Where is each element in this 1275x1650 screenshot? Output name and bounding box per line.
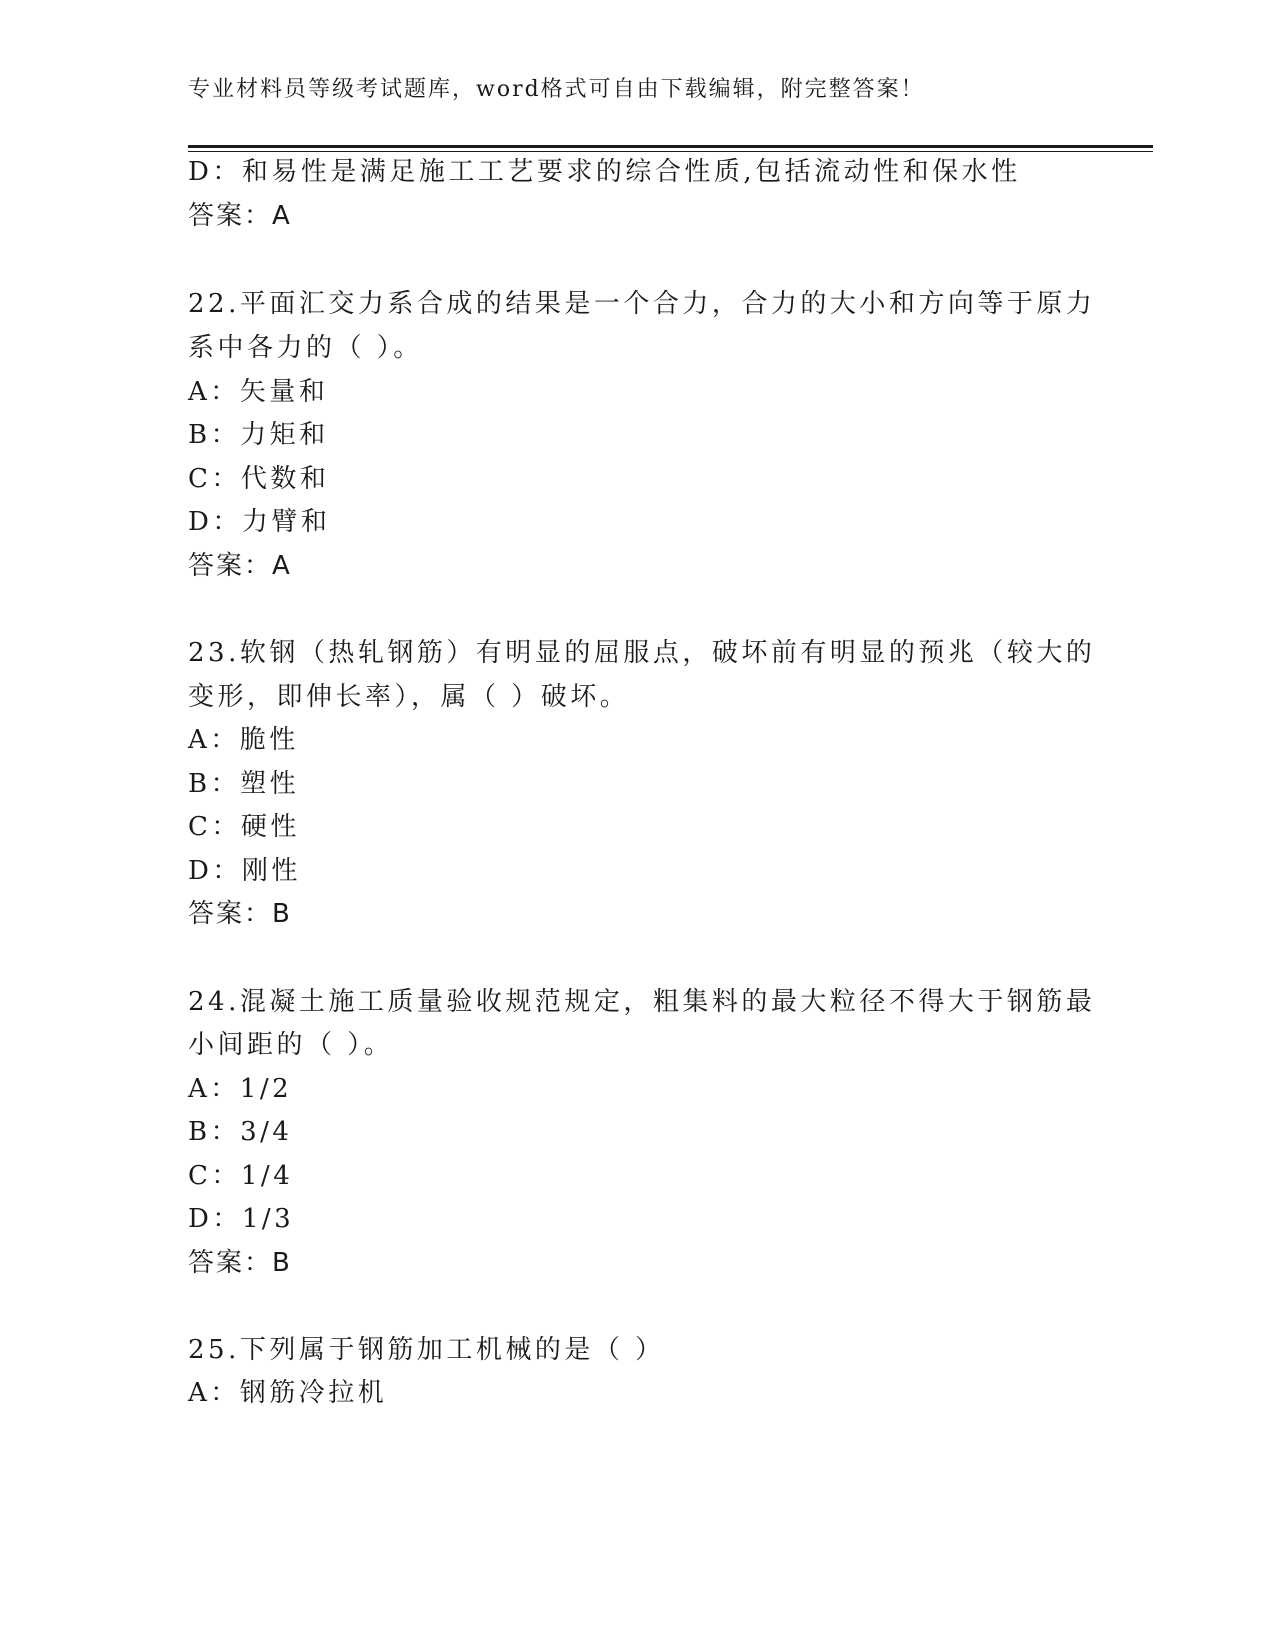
q23-answer: 答案：B: [188, 899, 292, 929]
q22-answer: 答案：A: [188, 551, 292, 581]
q25-option-a: A：钢筋冷拉机: [188, 1378, 388, 1408]
q24-stem-line2: 小间距的（ ）。: [188, 1030, 394, 1060]
q24-option-c: C：1/4: [188, 1161, 294, 1191]
q24-stem-line1: 24.混凝土施工质量验收规范规定，粗集料的最大粒径不得大于钢筋最: [188, 987, 1096, 1017]
q24-option-b: B：3/4: [188, 1117, 293, 1147]
q22-stem-line1: 22.平面汇交力系合成的结果是一个合力，合力的大小和方向等于原力: [188, 289, 1096, 319]
q22-option-b: B：力矩和: [188, 420, 329, 450]
q25-stem-line1: 25.下列属于钢筋加工机械的是（ ）: [188, 1335, 665, 1365]
prev-answer: 答案：A: [188, 201, 292, 231]
page-header: 专业材料员等级考试题库，word格式可自由下载编辑，附完整答案！: [188, 77, 925, 102]
q23-option-c: C：硬性: [188, 812, 300, 842]
q23-stem-line1: 23.软钢（热轧钢筋）有明显的屈服点，破坏前有明显的预兆（较大的: [188, 638, 1096, 668]
prev-option-d: D：和易性是满足施工工艺要求的综合性质,包括流动性和保水性: [188, 157, 1021, 187]
q24-option-a: A：1/2: [188, 1074, 293, 1104]
q23-option-d: D：刚性: [188, 856, 301, 886]
q23-stem-line2: 变形，即伸长率），属（ ）破坏。: [188, 682, 630, 712]
q22-option-c: C：代数和: [188, 464, 330, 494]
q23-option-a: A：脆性: [188, 725, 299, 755]
header-rule-thin: [188, 151, 1153, 152]
header-rule-thick: [188, 145, 1153, 148]
q24-option-d: D：1/3: [188, 1204, 295, 1234]
q22-stem-line2: 系中各力的（ ）。: [188, 333, 423, 363]
q22-option-a: A：矢量和: [188, 377, 329, 407]
q23-option-b: B：塑性: [188, 769, 300, 799]
q22-option-d: D：力臂和: [188, 507, 331, 537]
q24-answer: 答案：B: [188, 1248, 292, 1278]
